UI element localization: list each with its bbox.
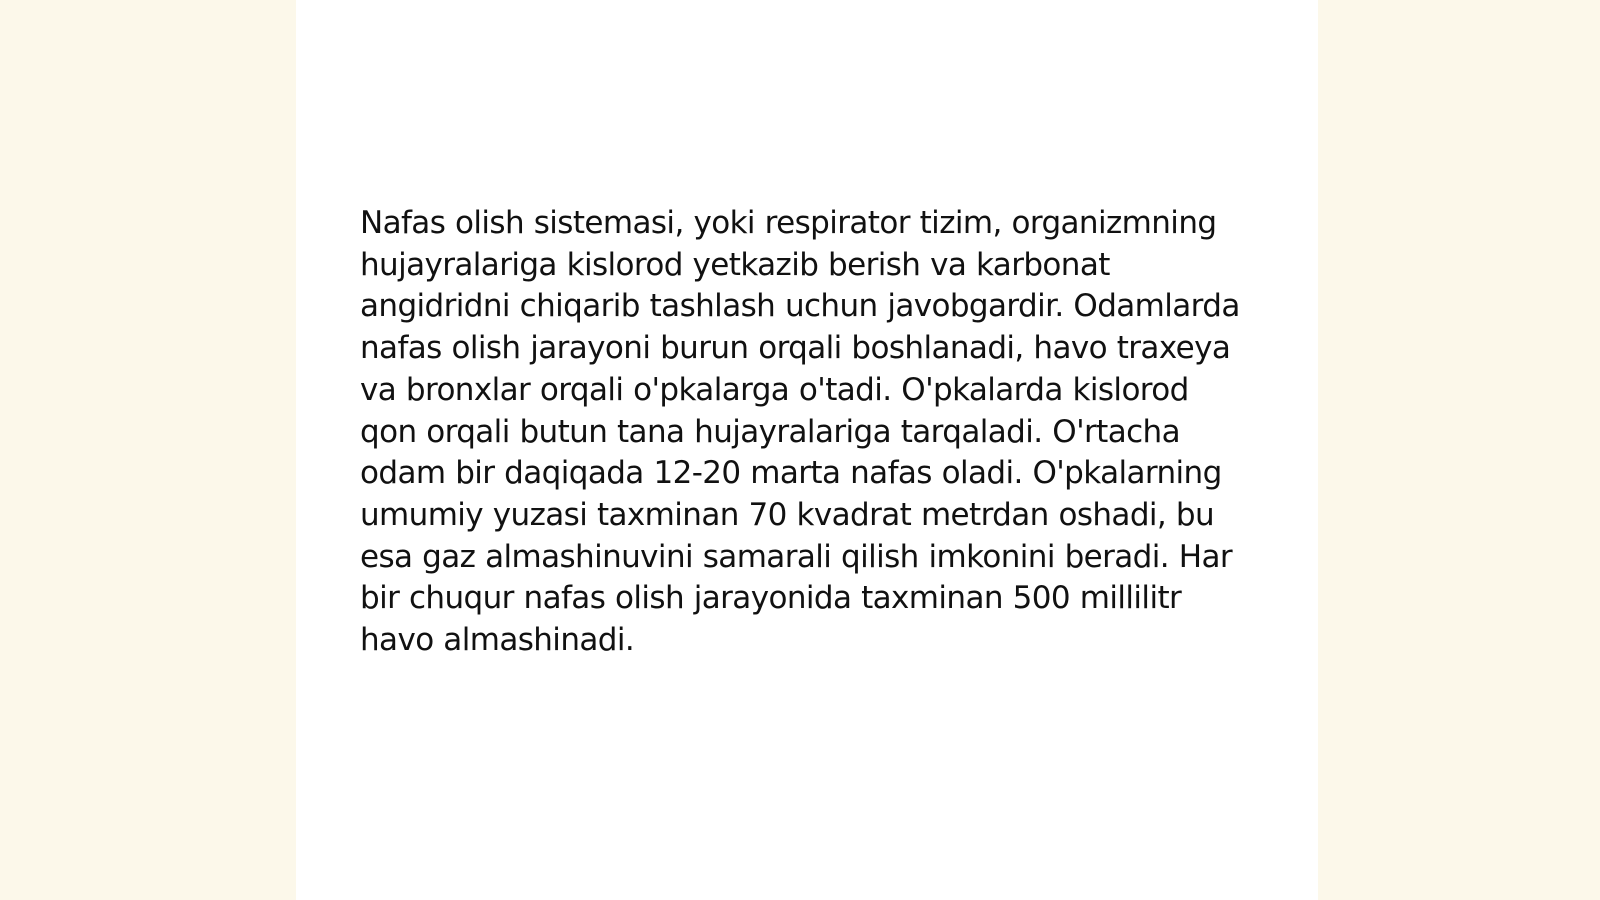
body-paragraph: Nafas olish sistemasi, yoki respirator tizim, organizmning hujayralariga kislorod yetkazib berish va karbonat angidridni chiqarib tashlash uchun javobgardir. Odamlarda nafas olish jarayoni burun orqali boshlanadi, havo traxeya va bronxlar orqali o'pkalarga o'tadi. O'pkalarda kislorod qon orqali butun tana hujayralariga tarqaladi. O'rtacha odam bir daqiqada 12-20 marta nafas oladi. O'pkalarning umumiy yuzasi taxminan 70 kvadrat metrdan oshadi, bu esa gaz almashinuvini samarali qilish imkonini beradi. Har bir chuqur nafas olish jarayonida taxminan 500 millilitr havo almashinadi. [360, 205, 1240, 659]
document-page [296, 0, 1318, 900]
